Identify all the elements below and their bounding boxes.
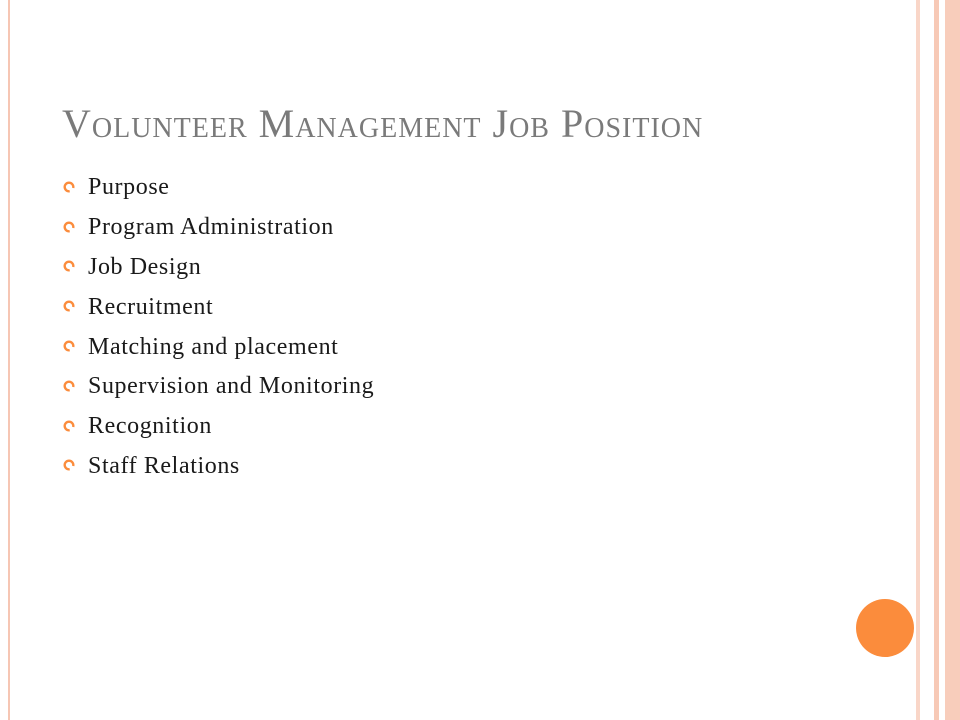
bullet-text: Program Administration (88, 214, 334, 241)
list-item (62, 248, 374, 288)
orange-ring-bullet-icon (62, 180, 78, 196)
orange-ring-bullet-icon (62, 458, 78, 474)
bullet-text: Job Design (88, 253, 202, 280)
right-decorative-stripes (916, 0, 960, 720)
orange-ring-bullet-icon (62, 299, 78, 315)
left-border-line (8, 0, 10, 720)
bullet-text: Matching and placement (88, 333, 339, 360)
bullet-text: Recruitment (88, 293, 214, 320)
list-item (62, 407, 374, 447)
list-item (62, 367, 374, 407)
list-item (62, 327, 374, 367)
bullet-text: Supervision and Monitoring (88, 373, 375, 400)
orange-ring-bullet-icon (62, 379, 78, 395)
bullet-text: Staff Relations (88, 452, 240, 479)
list-item (62, 287, 374, 327)
stripe (920, 0, 934, 720)
stripe (945, 0, 960, 720)
orange-ring-bullet-icon (62, 259, 78, 275)
bullet-text: Purpose (88, 174, 170, 201)
list-item (62, 447, 374, 487)
slide-title: Volunteer Management Job Position (62, 101, 704, 146)
bullet-list (62, 168, 374, 486)
bullet-text: Recognition (88, 413, 212, 440)
orange-circle-decoration (856, 599, 914, 657)
orange-ring-bullet-icon (62, 339, 78, 355)
list-item (62, 208, 374, 248)
orange-ring-bullet-icon (62, 220, 78, 236)
orange-ring-bullet-icon (62, 419, 78, 435)
list-item (62, 168, 374, 208)
